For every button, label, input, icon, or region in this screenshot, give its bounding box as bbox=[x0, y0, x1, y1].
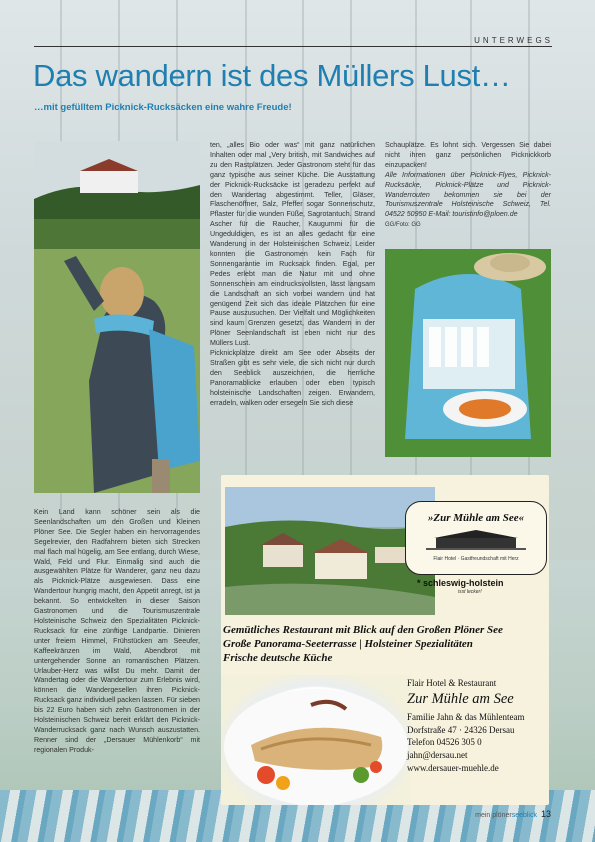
region-tagline: isst lecker! bbox=[458, 589, 482, 595]
article-column-left bbox=[34, 508, 200, 756]
restaurant-advertisement[interactable] bbox=[221, 475, 549, 805]
page-number: 13 bbox=[540, 809, 551, 819]
page-footer bbox=[475, 809, 551, 819]
fish-dish-photo bbox=[221, 675, 411, 805]
article-subtitle: …mit gefülltem Picknick-Rucksäcken eine wahre Freude! bbox=[34, 102, 292, 113]
hiker-photo bbox=[34, 141, 200, 493]
logo-title: »Zur Mühle am See« bbox=[427, 512, 525, 524]
region-brand: * schleswig-holstein bbox=[417, 578, 504, 588]
ad-headline-line: Frische deutsche Küche bbox=[223, 652, 333, 664]
hotel-owner: Familie Jahn & das Mühlenteam bbox=[407, 711, 525, 722]
magazine-brand-prefix: mein plöner bbox=[475, 812, 512, 819]
hotel-label: Flair Hotel & Restaurant bbox=[407, 678, 497, 688]
hotel-logo bbox=[405, 501, 547, 575]
header-rule bbox=[34, 46, 552, 47]
hotel-aerial-photo bbox=[225, 487, 435, 615]
picnic-backpack-photo bbox=[385, 249, 551, 457]
ad-headline-line: Große Panorama-Seeterrasse | Holsteiner Spezialitäten bbox=[223, 638, 473, 650]
ad-headline bbox=[223, 623, 503, 665]
photo-credit: GG/Foto: GG bbox=[385, 222, 421, 229]
paragraph: Kein Land kann schöner sein als die Seenlandschaften um den Großen und Kleinen Plöner See. Die Segler haben ein hervorragendes Segelrevier, den Radfahrern bieten sich Strecken mal flach mal hügelig, am See entlang, durch Wiese, Wald, Feld und Flur. Einmalig sind auch die ausgewählten Plätze für Wanderer, ganz neu dazu als Picknick-Plätze ausgewiesen. Dass eine Wandertour hungrig macht, den Appetit anregt, ist ja bekannt. So entwickelten in dieser Saison Gastronomen und die Tourismuszentrale Holsteinische Schweiz den Spezialitäten Picknick-Rucksack für eine zünftige Landpartie. Dinieren unter freiem Himmel, Frühstücken am Seeufer, Kaffeekränzen im Wald, Abendbrot mit untergehender Sonne an romantischen Plätzen. Urlauber-Herz was willst Du mehr. Damit der Wandertag oder die Wandertour zum Erlebnis wird, können die Wandergesellen ihren Picknick-Rucksack ganz individuell packen lassen. Für sieben bis 22 Euro haben sich zehn Gastronomen in der Holsteinischen Schweiz bereit erklärt den Picknick-Wanderrucksack ganz nach Wunsch auszustatten. Renner sind der „Dersauer Mühlenkorb“ mit regionalen Produk- bbox=[34, 508, 201, 754]
mill-illustration bbox=[426, 530, 526, 552]
info-paragraph: Alle Informationen über Picknick-Flyes, Picknick-Rucksäcke, Picknick-Plätze und Picknick-Wanderrouten bekommen sie bei der Tourismuszentrale Holsteinische Schweiz, Tel. 04522 50950 E-Mail: touristinfo@ploen.de bbox=[385, 170, 551, 219]
article-title: Das wandern ist des Müllers Lust… bbox=[33, 58, 511, 93]
paragraph: ten, „alles Bio oder was“ mit ganz natürlichen Inhalten oder mal „Very british, mit Sandwiches auf zu den Rastplätzen. Jeder Gastronom steht für das ganz typische aus seiner Küche. Die Ausstattung der Picknick-Rucksäcke ist geradezu perfekt auf den Wandertag abgestimmt. Teller, Gläser, Flaschenöffner, Salz, Pfeffer sogar Sonnenschutz, Pflaster für die wunden Füße, Sagrotantuch. Strand Ascher für die Raucher, Kaugummi für die Ungeduldigen, es ist an alles gedacht für eine Wanderung in der Holsteinischen Schweiz. Leider konnten die Gastronomen kein Fach für Sonnengarantie im Rucksack finden. Egal, per Pedes erlebt man die Natur mit und ohne Sonnenschein am eindrucksvollsten, lässt langsam die Landschaft an sich vorbei wandern und hat genügend Zeit sich das ideale Plätzchen für eine Pause auszusuchen. Der Vielfalt und Möglichkeiten sind kaum Grenzen gesetzt, das Wandern in der Plöner Seenlandschaft ist eben nicht nur des Müllers Lust. bbox=[210, 141, 375, 348]
paragraph: Schauplätze. Es lohnt sich. Vergessen Sie dabei nicht ihren ganz persönlichen Picknickkorb einzupacken! bbox=[385, 141, 551, 169]
hotel-website[interactable]: www.dersauer-muehle.de bbox=[407, 762, 499, 773]
magazine-brand-suffix: seeblick bbox=[511, 812, 537, 819]
hotel-contact bbox=[407, 677, 524, 775]
article-column-middle bbox=[210, 141, 375, 408]
logo-tagline: Flair Hotel · Gastfreundschaft mit Herz bbox=[433, 556, 519, 562]
hotel-address: Dorfstraße 47 · 24326 Dersau bbox=[407, 724, 515, 735]
ad-headline-line: Gemütliches Restaurant mit Blick auf den Großen Plöner See bbox=[223, 624, 503, 636]
article-column-right bbox=[385, 141, 551, 231]
hotel-email[interactable]: jahn@dersau.net bbox=[407, 750, 468, 761]
paragraph: Picknickplätze direkt am See oder Abseits der Straßen gibt es sehr viele, die sich nicht nur durch den Seeblick auszeichnen, die herrliche Panoramablicke erlauben oder eben typisch holsteinische Landschaften zeigen. Erwandern, erradeln, walken oder ersegeln Sie sich diese bbox=[210, 349, 375, 407]
hotel-name: Zur Mühle am See bbox=[407, 690, 514, 707]
section-kicker: UNTERWEGS bbox=[474, 36, 553, 45]
hotel-phone[interactable]: Telefon 04526 305 0 bbox=[407, 737, 482, 748]
